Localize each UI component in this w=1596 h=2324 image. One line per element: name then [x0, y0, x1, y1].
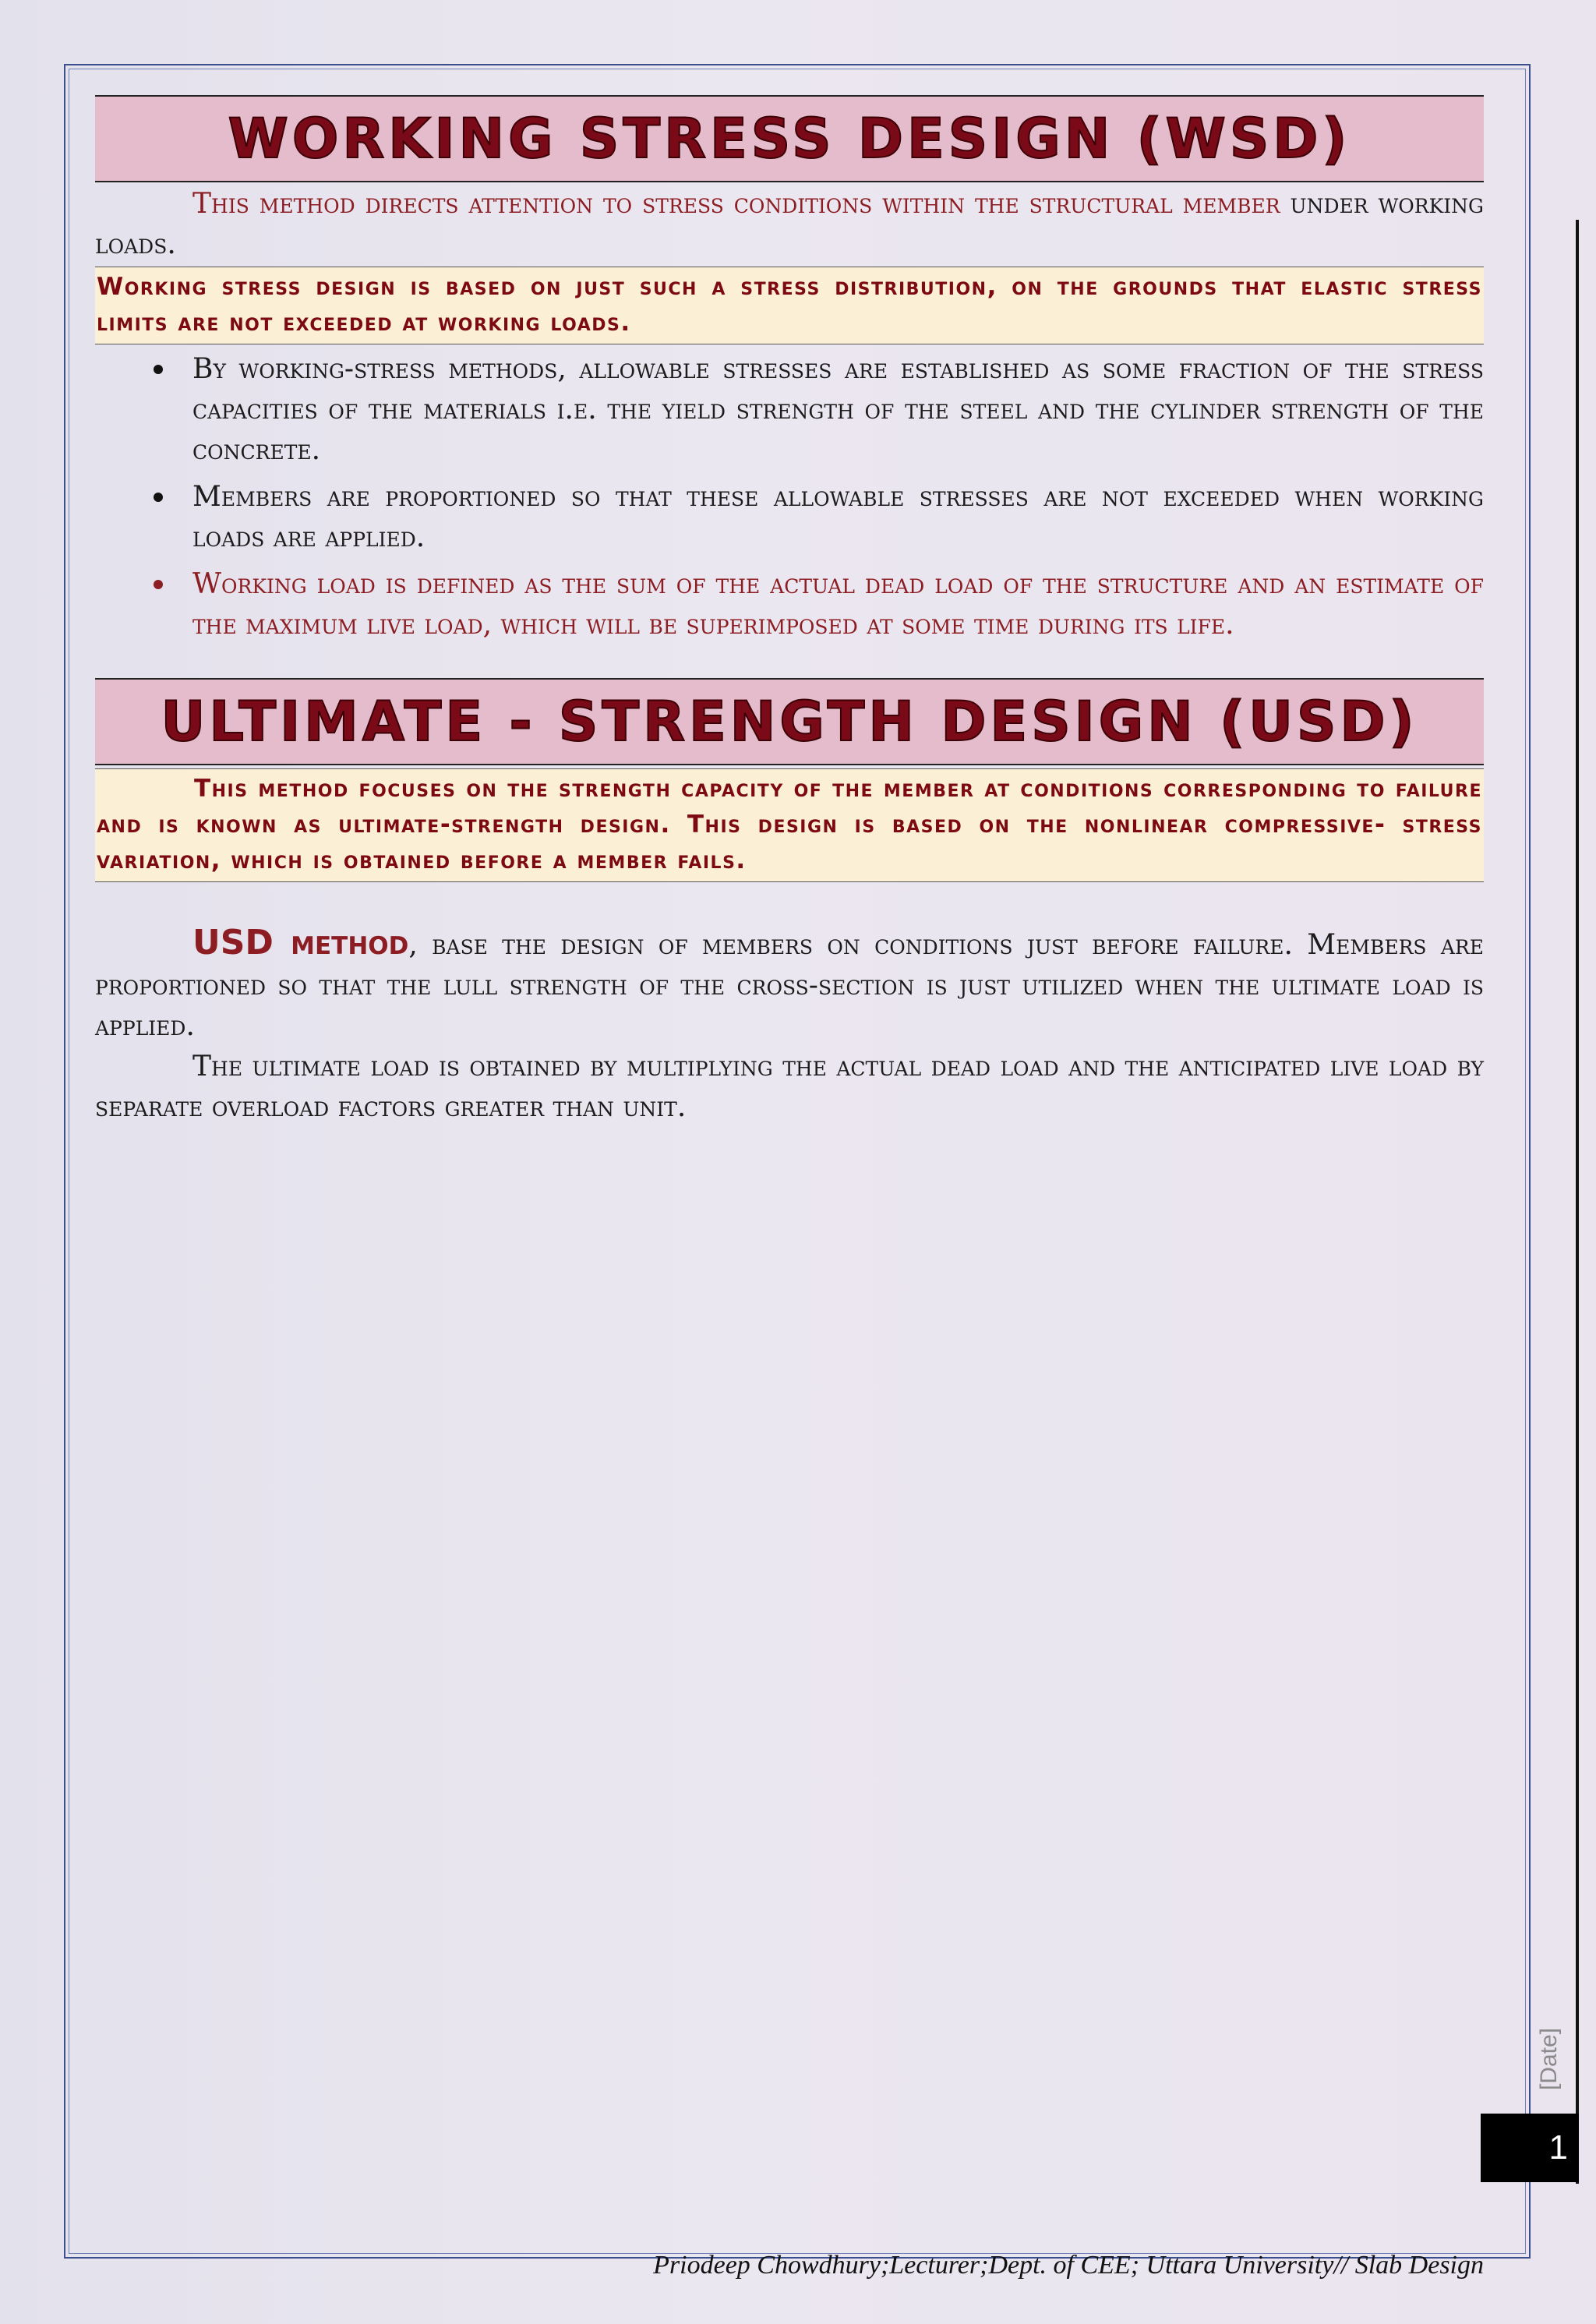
usd-highlight-box: This method focuses on the strength capacity of the member at conditions corresponding to failure and is known as ultimate-strength design. This design is based on the nonlinear compressive- stress variation, which is obtained before a member fails.	[95, 768, 1484, 882]
usd-heading: ULTIMATE - STRENGTH DESIGN (USD)	[95, 678, 1484, 765]
bullet-text: By working-stress methods, allowable stresses are established as some fraction of the stress capacities of the materials i.e. the yield strength of the steel and the cylinder strength of the concrete.	[192, 353, 1484, 466]
side-rule	[1576, 220, 1579, 2184]
bullet-icon	[154, 365, 163, 374]
usd-method-paragraph	[95, 923, 1484, 1047]
page-number: 1	[1481, 2114, 1579, 2182]
list-item	[95, 349, 1484, 471]
list-item	[95, 477, 1484, 558]
wsd-bullet-list	[95, 349, 1484, 645]
bullet-icon	[154, 580, 163, 589]
document-body	[95, 95, 1484, 1128]
footer-credit: Priodeep Chowdhury;Lecturer;Dept. of CEE; Uttara University// Slab Design	[653, 2251, 1484, 2280]
wsd-highlight-box: Working stress design is based on just such a stress distribution, on the grounds that elastic stress limits are not exceeded at working loads.	[95, 267, 1484, 344]
bullet-text: Working load is defined as the sum of the actual dead load of the structure and an estimate of the maximum live load, which will be superimposed at some time during its life.	[192, 568, 1484, 641]
usd-load-paragraph: The ultimate load is obtained by multiplying the actual dead load and the anticipated live load by separate overload factors greater than unit.	[95, 1051, 1484, 1123]
usd-method-label: USD method	[192, 923, 409, 962]
wsd-intro-emphasis: This method directs attention to stress conditions within the structural member	[192, 188, 1280, 220]
date-placeholder: [Date]	[1536, 2027, 1562, 2091]
list-item	[95, 564, 1484, 645]
usd-method-text: , base the design of members on conditions just before failure. Members are proportioned so that the lull strength of the cross-section is just utilized when the ultimate load is applied.	[95, 929, 1484, 1042]
bullet-icon	[154, 493, 163, 502]
wsd-intro-rest: under working loads.	[95, 188, 1484, 260]
bullet-text: Members are proportioned so that these allowable stresses are not exceeded when working loads are applied.	[192, 481, 1484, 553]
date-tab	[1526, 2020, 1573, 2098]
wsd-intro-paragraph	[95, 184, 1484, 265]
wsd-heading: WORKING STRESS DESIGN (WSD)	[95, 95, 1484, 182]
